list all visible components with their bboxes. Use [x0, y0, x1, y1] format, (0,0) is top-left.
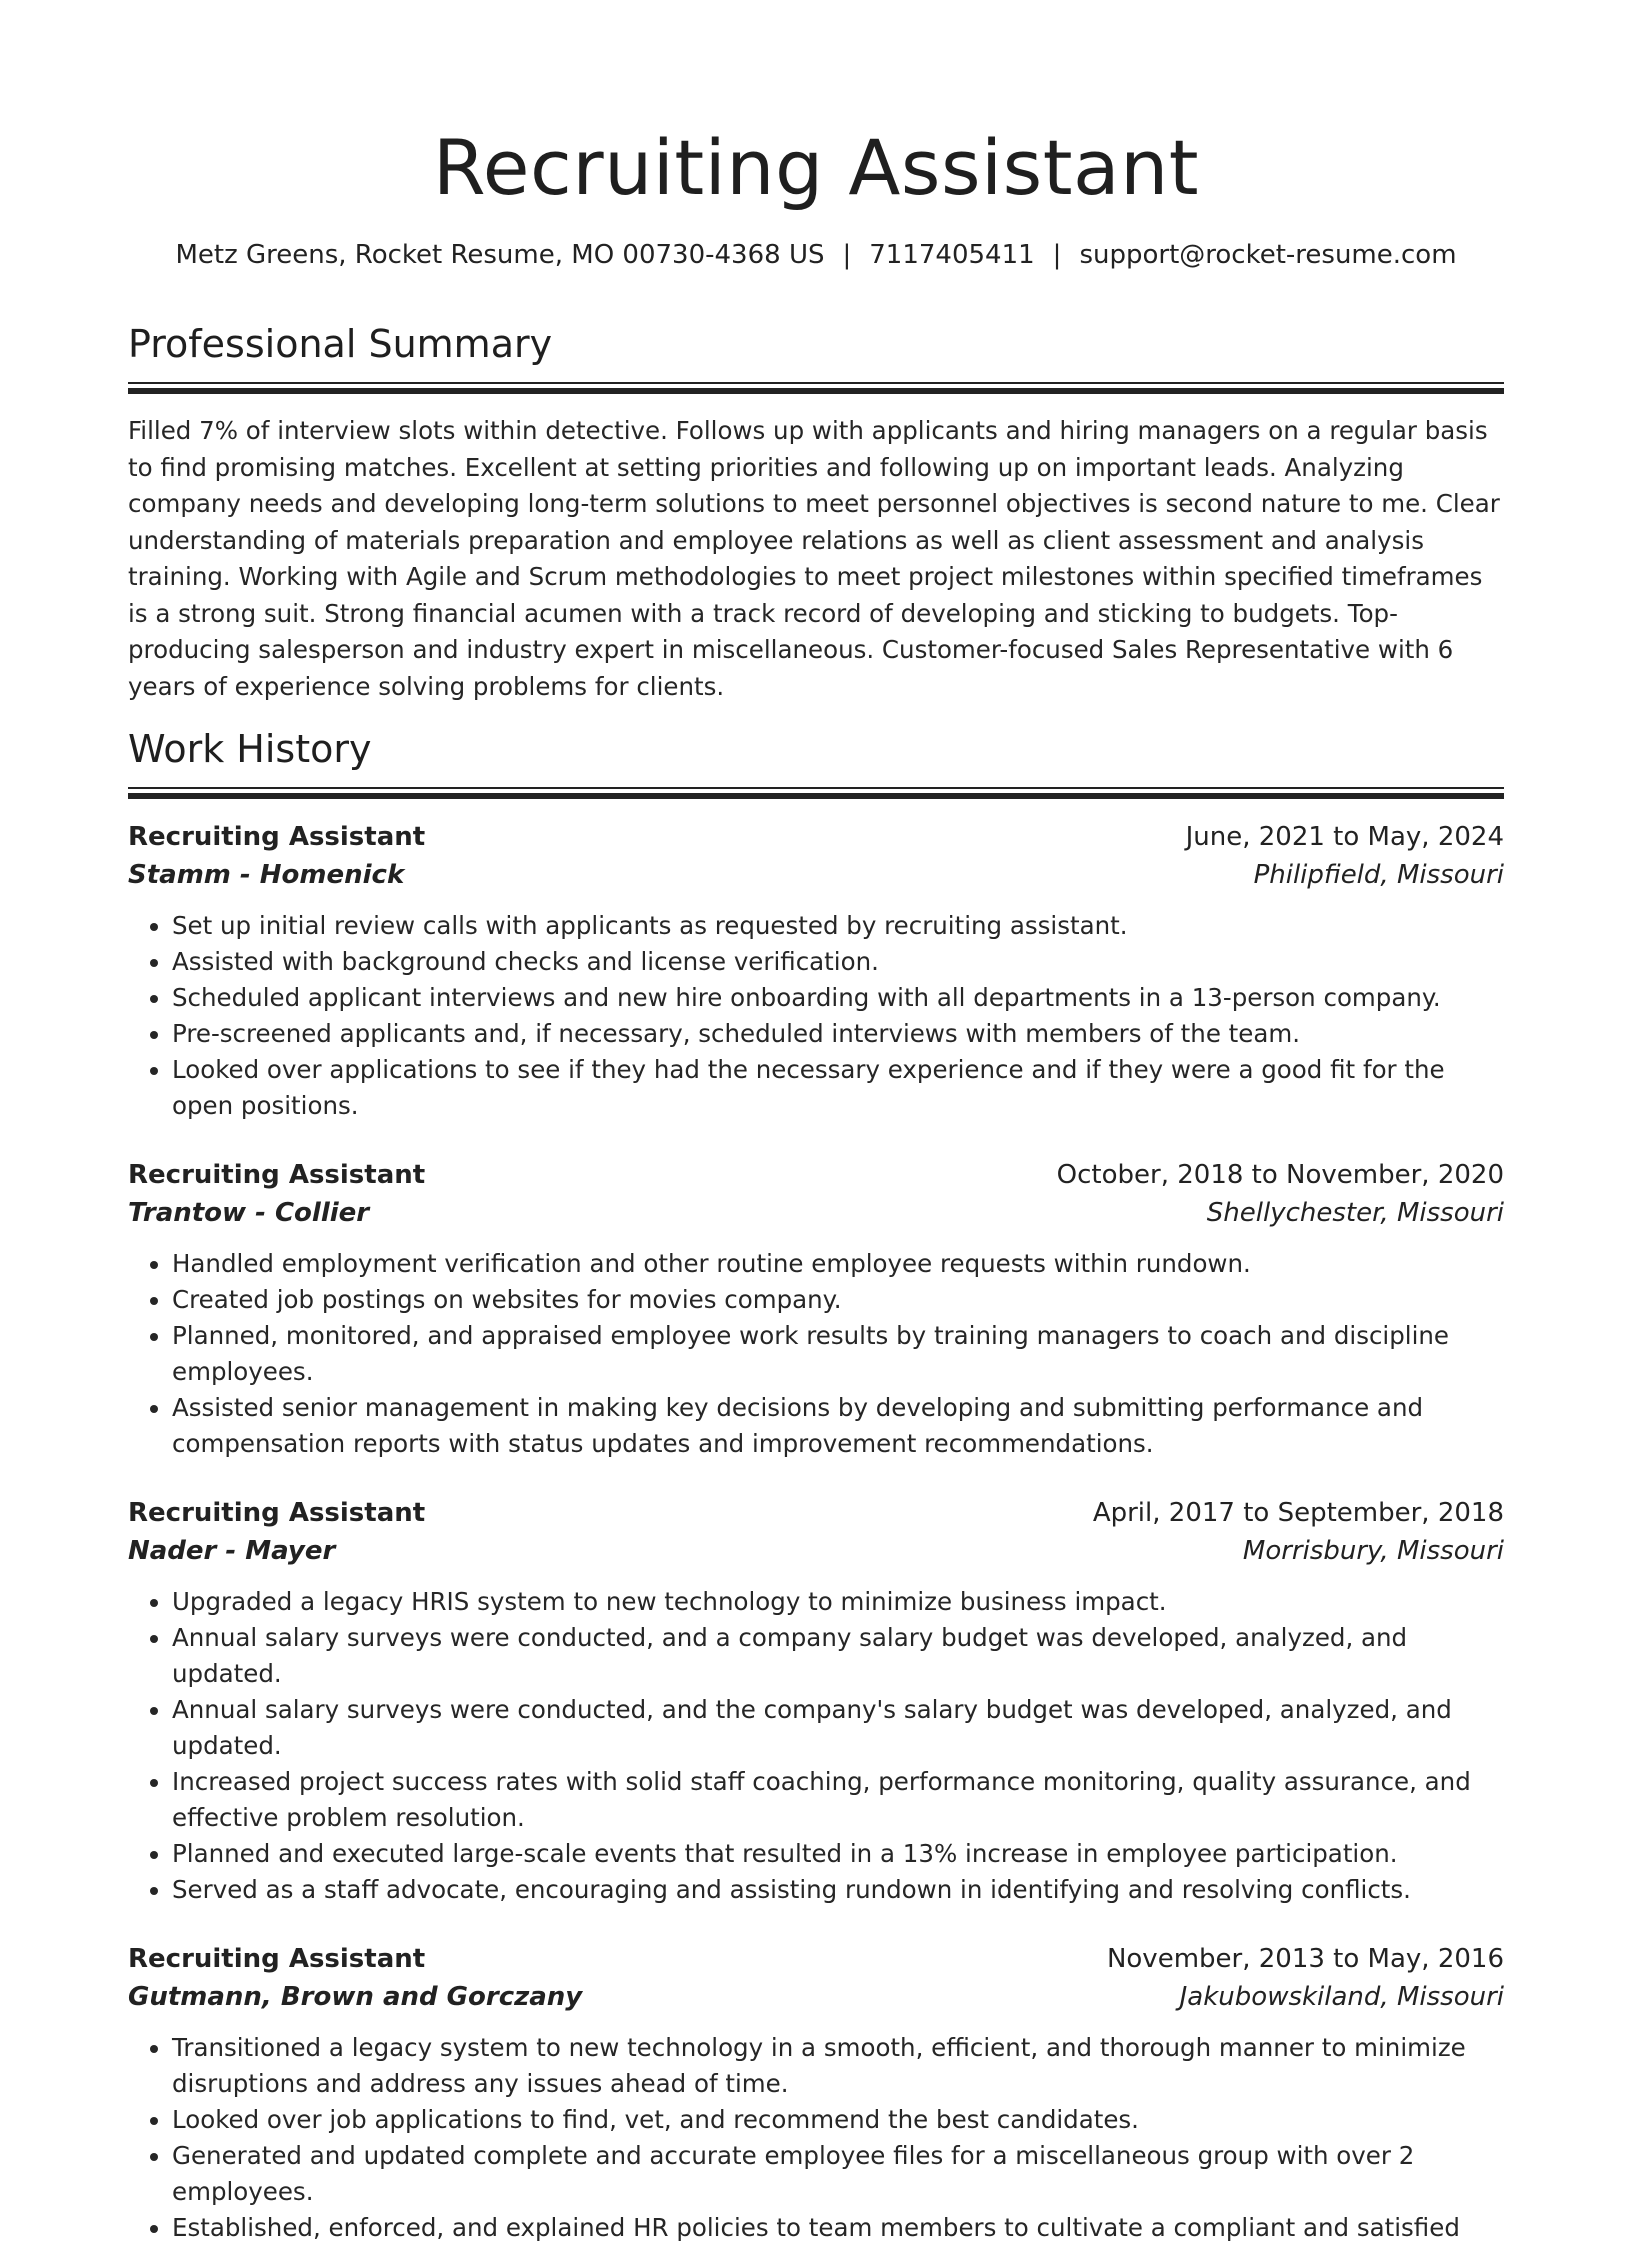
job-bullet: • Increased project success rates with solid staff coaching, performance monitoring, quality assurance, and effective problem resolution. [172, 1764, 1504, 1836]
job-company: Nader - Mayer [128, 1536, 336, 1566]
resume-title: Recruiting Assistant [432, 123, 1200, 212]
job-bullet: • Assisted with background checks and license verification. [172, 944, 1504, 980]
section-heading: Work History [128, 727, 372, 771]
job-bullet: • Generated and updated complete and accurate employee files for a miscellaneous group with over 2 employees. [172, 2138, 1504, 2210]
job-bullet: • Scheduled applicant interviews and new hire onboarding with all departments in a 13-person company. [172, 980, 1504, 1016]
professional-summary-section [128, 320, 1504, 705]
job-bullet: • Looked over applications to see if they had the necessary experience and if they were a good fit for the open positions. [172, 1052, 1504, 1124]
job-entry [128, 1940, 1504, 2246]
job-header-row [128, 1494, 1504, 1532]
job-bullet: • Created job postings on websites for movies company. [172, 1282, 1504, 1318]
job-bullet-list [128, 1584, 1504, 1908]
job-list [128, 818, 1504, 2246]
job-dates: November, 2013 to May, 2016 [1106, 1944, 1504, 1974]
contact-line [128, 238, 1504, 272]
job-bullet: • Handled employment verification and other routine employee requests within rundown. [172, 1246, 1504, 1282]
job-title: Recruiting Assistant [128, 1944, 426, 1974]
job-header-row [128, 1156, 1504, 1194]
job-company-row [128, 1532, 1504, 1570]
job-entry [128, 818, 1504, 1124]
job-company: Gutmann, Brown and Gorczany [128, 1982, 583, 2012]
job-bullet: • Looked over job applications to find, vet, and recommend the best candidates. [172, 2102, 1504, 2138]
job-company-row [128, 1194, 1504, 1232]
job-bullet: • Set up initial review calls with applicants as requested by recruiting assistant. [172, 908, 1504, 944]
job-header-row [128, 1940, 1504, 1978]
section-heading: Professional Summary [128, 322, 553, 366]
job-location: Shellychester, Missouri [1206, 1198, 1504, 1228]
contact-separator: | [842, 240, 852, 270]
job-entry [128, 1156, 1504, 1462]
resume-page [128, 118, 1504, 2246]
job-entry [128, 1494, 1504, 1908]
job-company-row [128, 1978, 1504, 2016]
work-history-section [128, 725, 1504, 2246]
contact-address: Metz Greens, Rocket Resume, MO 00730-4368 US [175, 240, 825, 270]
job-title: Recruiting Assistant [128, 822, 426, 852]
job-bullet-list [128, 908, 1504, 1124]
job-location: Morrisbury, Missouri [1242, 1536, 1504, 1566]
job-bullet: • Annual salary surveys were conducted, and a company salary budget was developed, analyzed, and updated. [172, 1620, 1504, 1692]
section-divider [128, 787, 1504, 798]
job-bullet-list [128, 2030, 1504, 2246]
job-title: Recruiting Assistant [128, 1498, 426, 1528]
job-bullet-list [128, 1246, 1504, 1462]
contact-email: support@rocket-resume.com [1079, 240, 1457, 270]
job-location: Philipfield, Missouri [1253, 860, 1504, 890]
job-company-row [128, 856, 1504, 894]
job-bullet: • Transitioned a legacy system to new technology in a smooth, efficient, and thorough manner to minimize disruptions and address any issues ahead of time. [172, 2030, 1504, 2102]
job-bullet: • Pre-screened applicants and, if necessary, scheduled interviews with members of the team. [172, 1016, 1504, 1052]
job-dates: October, 2018 to November, 2020 [1056, 1160, 1504, 1190]
summary-text: Filled 7% of interview slots within detective. Follows up with applicants and hiring managers on a regular basis to find promising matches. Excellent at setting priorities and following up on important leads. Analyzing company needs and developing long-term solutions to meet personnel objectives is second nature to me. Clear understanding of materials preparation and employee relations as well as client assessment and analysis training. Working with Agile and Scrum methodologies to meet project milestones within specified timeframes is a strong suit. Strong financial acumen with a track record of developing and sticking to budgets. Top-producing salesperson and industry expert in miscellaneous. Customer-focused Sales Representative with 6 years of experience solving problems for clients. [128, 416, 1500, 701]
job-dates: June, 2021 to May, 2024 [1185, 822, 1504, 852]
job-company: Trantow - Collier [128, 1198, 370, 1228]
job-bullet: • Planned and executed large-scale events that resulted in a 13% increase in employee participation. [172, 1836, 1504, 1872]
section-divider [128, 382, 1504, 393]
job-title: Recruiting Assistant [128, 1160, 426, 1190]
job-location: Jakubowskiland, Missouri [1179, 1982, 1504, 2012]
job-bullet: • Annual salary surveys were conducted, and the company's salary budget was developed, analyzed, and updated. [172, 1692, 1504, 1764]
job-bullet: • Assisted senior management in making key decisions by developing and submitting performance and compensation reports with status updates and improvement recommendations. [172, 1390, 1504, 1462]
job-bullet: • Served as a staff advocate, encouraging and assisting rundown in identifying and resolving conflicts. [172, 1872, 1504, 1908]
job-dates: April, 2017 to September, 2018 [1092, 1498, 1504, 1528]
job-header-row [128, 818, 1504, 856]
contact-separator: | [1052, 240, 1062, 270]
job-bullet: • Established, enforced, and explained HR policies to team members to cultivate a compliant and satisfied [172, 2210, 1504, 2246]
contact-phone: 7117405411 [869, 240, 1035, 270]
job-company: Stamm - Homenick [128, 860, 405, 890]
job-bullet: • Planned, monitored, and appraised employee work results by training managers to coach and discipline employees. [172, 1318, 1504, 1390]
job-bullet: • Upgraded a legacy HRIS system to new technology to minimize business impact. [172, 1584, 1504, 1620]
